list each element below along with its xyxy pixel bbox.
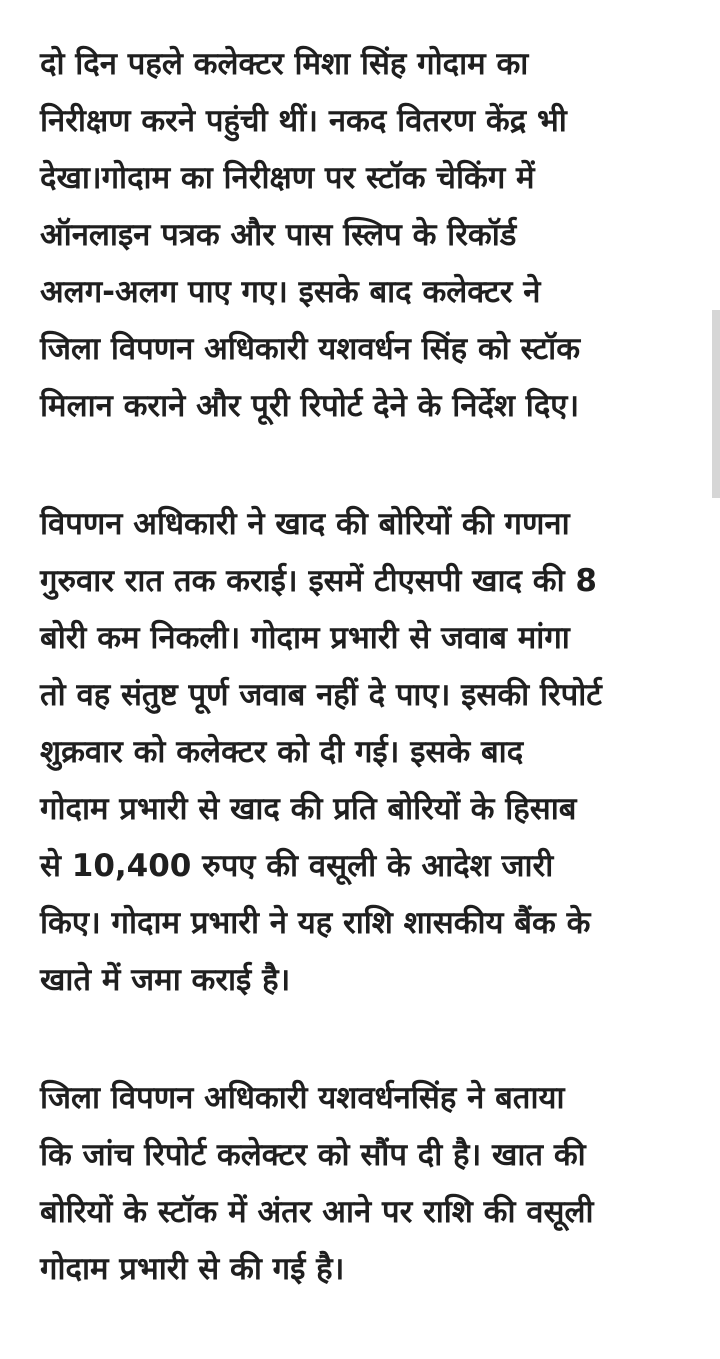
paragraph-2	[40, 496, 680, 1009]
text-line: गुरुवार रात तक कराई। इसमें टीएसपी खाद की 8	[40, 563, 597, 599]
text-line: कि जांच रिपोर्ट कलेक्टर को सौंप दी है। खात की	[40, 1137, 586, 1173]
paragraph-1	[40, 36, 680, 435]
text-line: निरीक्षण करने पहुंची थीं। नकद वितरण केंद्र भी	[40, 103, 567, 139]
text-line: देखा।गोदाम का निरीक्षण पर स्टॉक चेकिंग में	[40, 160, 535, 196]
text-line: अलग-अलग पाए गए। इसके बाद कलेक्टर ने	[40, 274, 541, 310]
text-line: दो दिन पहले कलेक्टर मिशा सिंह गोदाम का	[40, 46, 529, 82]
text-line: से 10,400 रुपए की वसूली के आदेश जारी	[40, 848, 554, 884]
text-line: गोदाम प्रभारी से खाद की प्रति बोरियों के हिसाब	[40, 791, 577, 827]
paragraph-3	[40, 1070, 680, 1298]
text-line: किए। गोदाम प्रभारी ने यह राशि शासकीय बैंक के	[40, 905, 591, 941]
text-line: तो वह संतुष्ट पूर्ण जवाब नहीं दे पाए। इसकी रिपोर्ट	[40, 677, 602, 713]
text-line: ऑनलाइन पत्रक और पास स्लिप के रिकॉर्ड	[40, 217, 517, 253]
text-line: बोरियों के स्टॉक में अंतर आने पर राशि की वसूली	[40, 1194, 594, 1230]
text-line: मिलान कराने और पूरी रिपोर्ट देने के निर्देश दिए।	[40, 388, 580, 424]
text-line: गोदाम प्रभारी से की गई है।	[40, 1251, 345, 1287]
text-line: खाते में जमा कराई है।	[40, 962, 291, 998]
text-line: जिला विपणन अधिकारी यशवर्धनसिंह ने बताया	[40, 1080, 565, 1116]
text-line: बोरी कम निकली। गोदाम प्रभारी से जवाब मांगा	[40, 620, 570, 656]
article-body	[40, 36, 680, 1359]
scrollbar-thumb[interactable]	[712, 310, 720, 498]
text-line: जिला विपणन अधिकारी यशवर्धन सिंह को स्टॉक	[40, 331, 581, 367]
text-line: विपणन अधिकारी ने खाद की बोरियों की गणना	[40, 506, 570, 542]
text-line: शुक्रवार को कलेक्टर को दी गई। इसके बाद	[40, 734, 524, 770]
